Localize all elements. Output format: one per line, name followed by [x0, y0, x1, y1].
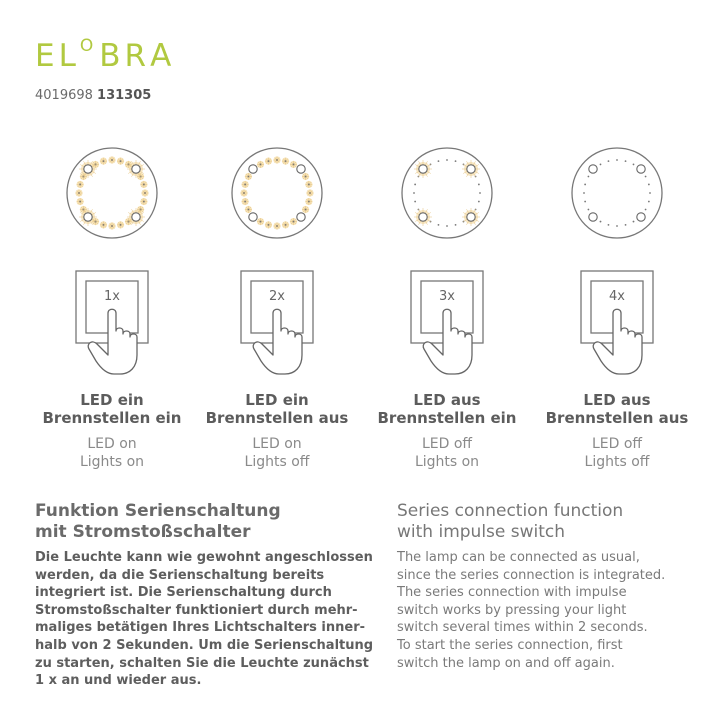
- step-de-line1: LED aus: [413, 391, 481, 409]
- english-body-line: To start the series connection, first: [397, 637, 623, 653]
- led-dot: [414, 184, 416, 186]
- led-dot: [648, 201, 650, 203]
- brand-letter: E: [35, 38, 59, 74]
- led-dot: [583, 192, 585, 194]
- german-body-line: Stromstoßschalter funktioniert durch mehr-: [35, 602, 358, 618]
- led-dot: [143, 201, 145, 203]
- german-body-line: maliges betätigen Ihres Lichtschalters inner-: [35, 620, 366, 636]
- led-dot: [645, 209, 647, 211]
- step-de-line1: LED aus: [583, 391, 651, 409]
- led-dot: [111, 225, 113, 227]
- led-dot: [455, 224, 457, 226]
- german-body: [35, 549, 374, 690]
- led-dot: [276, 225, 278, 227]
- led-dot: [248, 209, 250, 211]
- led-dot: [244, 184, 246, 186]
- led-dot: [608, 160, 610, 162]
- led-dot: [144, 192, 146, 194]
- led-dot: [78, 192, 80, 194]
- lamp-icon: [64, 145, 160, 241]
- step-2: [193, 145, 361, 471]
- english-body-line: switch the lamp on and off again.: [397, 655, 615, 671]
- led-dot: [268, 160, 270, 162]
- led-dot: [260, 164, 262, 166]
- bulb: [467, 165, 475, 173]
- led-dot: [244, 201, 246, 203]
- step-en-line1: LED on: [87, 436, 137, 452]
- german-body-line: zu starten, schalten Sie die Leuchte zunächst: [35, 655, 369, 671]
- step-de-line1: LED ein: [245, 391, 309, 409]
- led-dot: [648, 184, 650, 186]
- switch-label: 2x: [269, 289, 285, 304]
- led-dot: [260, 221, 262, 223]
- led-dot: [276, 159, 278, 161]
- bulb: [589, 165, 597, 173]
- led-dot: [285, 224, 287, 226]
- lamp-icon: [569, 145, 665, 241]
- english-title: [397, 501, 623, 543]
- led-dot: [616, 225, 618, 227]
- led-dot: [103, 224, 105, 226]
- led-dot: [103, 160, 105, 162]
- german-body-line: 1 x an und wieder aus.: [35, 673, 202, 689]
- bulb: [589, 213, 597, 221]
- english-body-line: switch works by pressing your light: [397, 602, 627, 618]
- bulb: [132, 213, 140, 221]
- english-body-line: The series connection with impulse: [397, 585, 627, 601]
- led-dot: [625, 224, 627, 226]
- led-dot: [633, 221, 635, 223]
- led-dot: [285, 160, 287, 162]
- led-dot: [600, 221, 602, 223]
- bulb: [249, 165, 257, 173]
- step-en-line2: Lights on: [414, 454, 480, 470]
- step-de-line1: LED ein: [80, 391, 144, 409]
- brand-letter: B: [99, 38, 125, 74]
- article-prefix: 4019698: [35, 88, 93, 103]
- english-title-line: Series connection function: [397, 501, 624, 521]
- hand-switch-icon: [237, 267, 317, 379]
- led-dot: [608, 224, 610, 226]
- led-dot: [111, 159, 113, 161]
- led-dot: [79, 201, 81, 203]
- step-en-line1: LED off: [591, 436, 643, 452]
- step-3: [363, 145, 531, 471]
- english-title-line: with impulse switch: [397, 522, 566, 542]
- led-dot: [478, 184, 480, 186]
- german-title-line: Funktion Serienschaltung: [35, 501, 281, 521]
- step-en-line2: Lights on: [79, 454, 145, 470]
- step-de-line2: Brennstellen aus: [205, 409, 349, 427]
- article-code: 131305: [97, 88, 152, 103]
- led-dot: [633, 164, 635, 166]
- hand-switch-icon: [577, 267, 657, 379]
- brand-logo: [35, 38, 175, 74]
- hand-switch-icon: [72, 267, 152, 379]
- step-en-line1: LED off: [421, 436, 473, 452]
- english-body-line: since the series connection is integrated.: [397, 567, 666, 583]
- led-dot: [120, 224, 122, 226]
- led-dot: [413, 192, 415, 194]
- led-dot: [308, 201, 310, 203]
- led-dot: [616, 159, 618, 161]
- switch-label: 3x: [439, 289, 455, 304]
- step-en-line2: Lights off: [584, 454, 650, 470]
- led-dot: [305, 176, 307, 178]
- led-dot: [588, 176, 590, 178]
- led-dot: [293, 221, 295, 223]
- led-dot: [584, 201, 586, 203]
- bulb: [637, 213, 645, 221]
- led-dot: [600, 164, 602, 166]
- step-en-line1: LED on: [252, 436, 302, 452]
- bulb: [637, 165, 645, 173]
- led-dot: [649, 192, 651, 194]
- brand-letter: O: [79, 36, 98, 56]
- step-en-line2: Lights off: [244, 454, 310, 470]
- brand-letter: L: [58, 38, 80, 74]
- led-dot: [308, 184, 310, 186]
- german-body-line: Die Leuchte kann wie gewohnt angeschlossen: [35, 550, 373, 565]
- led-dot: [478, 201, 480, 203]
- bulb: [84, 213, 92, 221]
- english-body: [397, 549, 697, 672]
- led-dot: [248, 176, 250, 178]
- led-dot: [625, 160, 627, 162]
- bulb: [467, 213, 475, 221]
- led-dot: [645, 176, 647, 178]
- led-dot: [438, 224, 440, 226]
- german-body-line: werden, da die Serienschaltung bereits: [35, 567, 325, 583]
- brand-letter: A: [150, 38, 176, 74]
- led-dot: [309, 192, 311, 194]
- bulb: [419, 165, 427, 173]
- german-body-line: integriert ist. Die Serienschaltung durch: [35, 585, 332, 601]
- led-dot: [455, 160, 457, 162]
- english-body-line: switch several times within 2 seconds.: [397, 620, 648, 636]
- german-title-line: mit Stromstoßschalter: [35, 522, 251, 542]
- led-dot: [120, 160, 122, 162]
- bulb: [297, 165, 305, 173]
- bulb: [84, 165, 92, 173]
- step-4: [533, 145, 701, 471]
- switch-label: 1x: [104, 289, 120, 304]
- led-dot: [268, 224, 270, 226]
- led-dot: [414, 201, 416, 203]
- led-dot: [446, 225, 448, 227]
- bulb: [297, 213, 305, 221]
- step-1: [28, 145, 196, 471]
- led-dot: [243, 192, 245, 194]
- lamp-icon: [399, 145, 495, 241]
- hand-switch-icon: [407, 267, 487, 379]
- brand-letter: R: [124, 38, 151, 74]
- lamp-icon: [229, 145, 325, 241]
- led-dot: [584, 184, 586, 186]
- article-number: [35, 88, 151, 103]
- german-body-line: halb von 2 Sekunden. Um die Serienschaltung: [35, 637, 374, 653]
- step-de-line2: Brennstellen ein: [42, 409, 182, 427]
- led-dot: [446, 159, 448, 161]
- led-dot: [143, 184, 145, 186]
- led-dot: [305, 209, 307, 211]
- bulb: [419, 213, 427, 221]
- step-de-line2: Brennstellen aus: [545, 409, 689, 427]
- led-dot: [588, 209, 590, 211]
- led-dot: [479, 192, 481, 194]
- led-dot: [79, 184, 81, 186]
- german-title: [35, 501, 281, 543]
- switch-label: 4x: [609, 289, 625, 304]
- bulb: [132, 165, 140, 173]
- step-de-line2: Brennstellen ein: [377, 409, 517, 427]
- led-dot: [293, 164, 295, 166]
- english-body-line: The lamp can be connected as usual,: [397, 550, 640, 565]
- led-dot: [438, 160, 440, 162]
- bulb: [249, 213, 257, 221]
